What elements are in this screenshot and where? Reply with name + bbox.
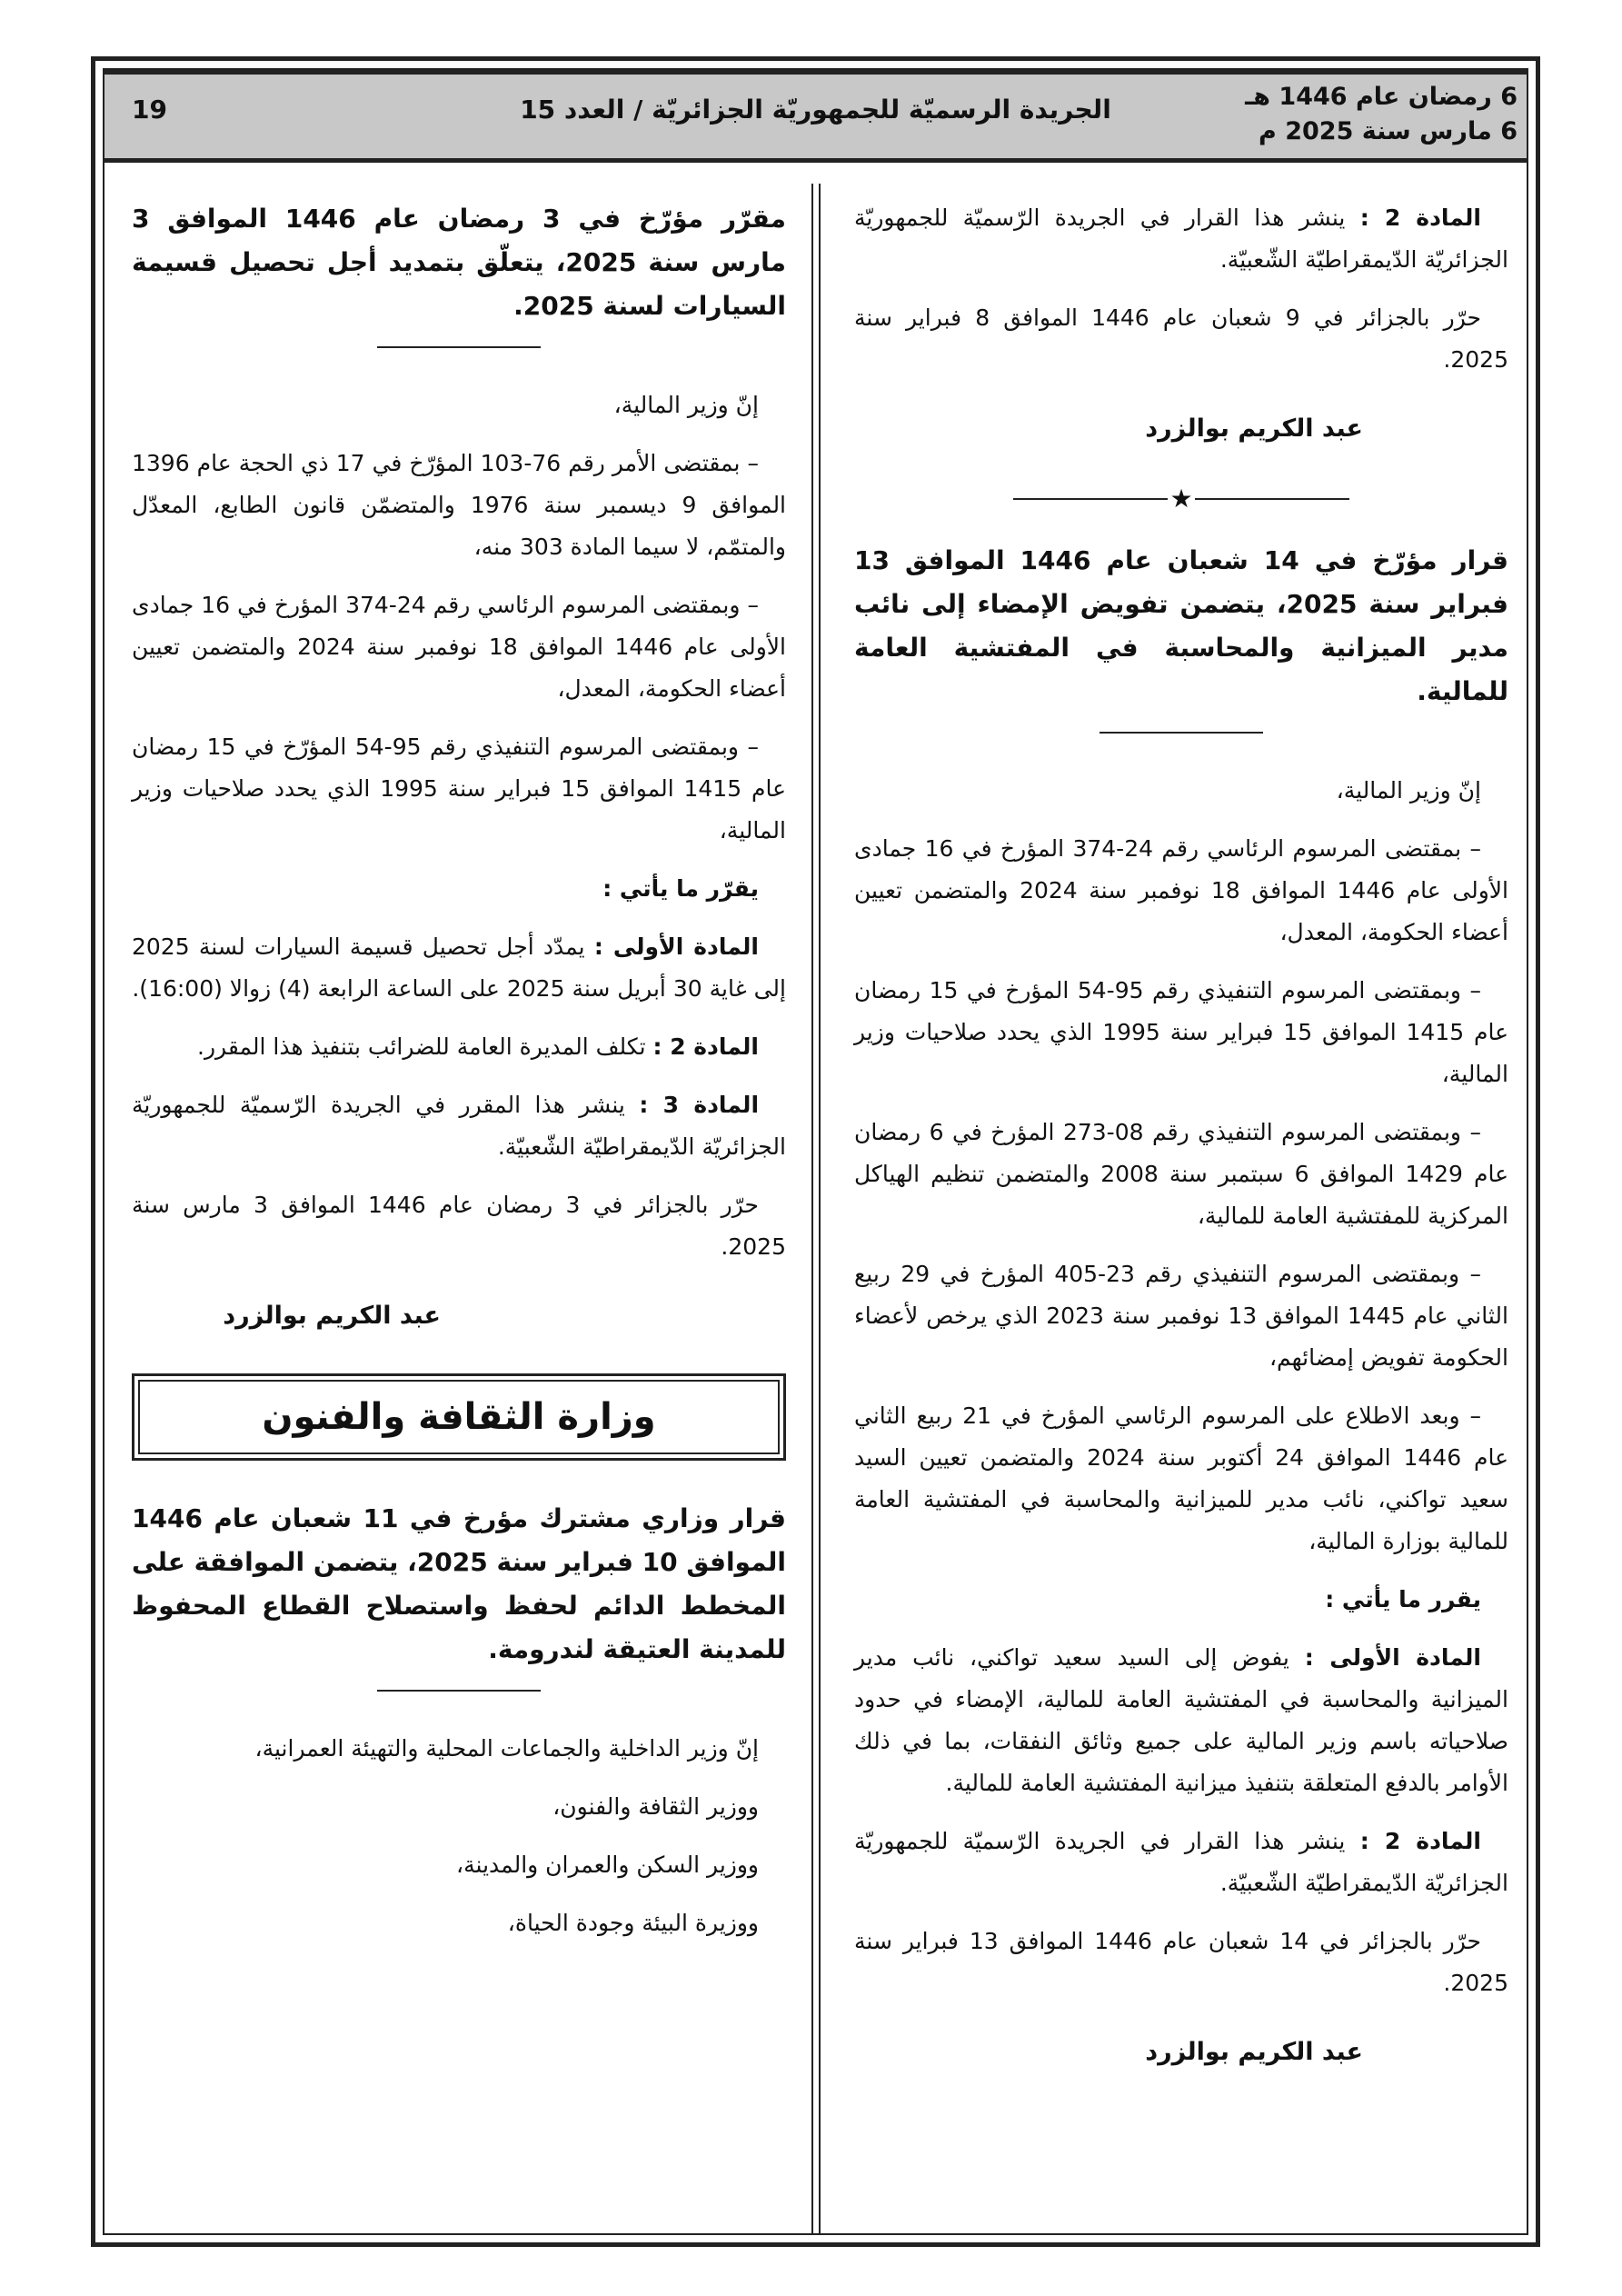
decides-heading: يقرّر ما يأتي : — [602, 875, 759, 902]
signature: عبد الكريم بوالزرد — [1145, 414, 1363, 443]
date-gregorian: 6 مارس سنة 2025 م — [1259, 117, 1518, 145]
preamble-clause: – بمقتضى المرسوم الرئاسي رقم 24-374 المؤرخ في 16 جمادى الأولى عام 1446 الموافق 18 نوفمبر سنة 2024 والمتضمن تعيين أعضاء الحكومة، المعدل، — [854, 835, 1509, 945]
signature: عبد الكريم بوالزرد — [223, 1302, 441, 1330]
preamble-clause: – وبمقتضى المرسوم التنفيذي رقم 95-54 المؤرّخ في 15 رمضان عام 1415 الموافق 15 فبراير سنة 1995 الذي يحدد صلاحيات وزير المالية، — [132, 734, 786, 844]
article-label: المادة الأولى : — [1304, 1644, 1481, 1671]
article-paragraph — [854, 1637, 1508, 1804]
article-label: المادة 2 : — [1359, 205, 1481, 231]
article-text: تكلف المديرة العامة للضرائب بتنفيذ هذا المقرر. — [197, 1033, 653, 1060]
preamble-clause: – وبمقتضى المرسوم التنفيذي رقم 08-273 المؤرخ في 6 رمضان عام 1429 الموافق 6 سبتمبر سنة 2008 والمتضمن تنظيم الهياكل المركزية للمفتشية العامة للمالية، — [854, 1119, 1509, 1229]
done-at: حرّر بالجزائر في 14 شعبان عام 1446 الموافق 13 فبراير سنة 2025. — [854, 1928, 1508, 1996]
right-column — [854, 197, 1508, 2110]
journal-title: الجريدة الرسميّة للجمهوريّة الجزائريّة / العدد 15 — [520, 95, 1111, 125]
page-frame — [91, 56, 1540, 2247]
left-column — [132, 197, 786, 1961]
preamble-clause: – وبمقتضى المرسوم التنفيذي رقم 95-54 المؤرخ في 15 رمضان عام 1415 الموافق 15 فبراير سنة 1995 الذي يحدد صلاحيات وزير المالية، — [854, 977, 1508, 1087]
preamble-intro: إنّ وزير المالية، — [1336, 777, 1481, 804]
ministry-heading: وزارة الثقافة والفنون — [132, 1373, 786, 1461]
preamble-clause: – وبمقتضى المرسوم الرئاسي رقم 24-374 المؤرخ في 16 جمادى الأولى عام 1446 الموافق 18 نوفمبر سنة 2024 والمتضمن تعيين أعضاء الحكومة، المعدل، — [132, 592, 787, 702]
page-number: 19 — [132, 95, 167, 125]
rule — [377, 1690, 541, 1692]
preamble-clause: – بمقتضى الأمر رقم 76-103 المؤرّخ في 17 ذي الحجة عام 1396 الموافق 9 ديسمبر سنة 1976 والمتضمّن قانون الطابع، المعدّل والمتمّم، لا سيما المادة 303 منه، — [132, 450, 787, 560]
article-label: المادة 2 : — [1359, 1828, 1481, 1854]
decree-title: مقرّر مؤرّخ في 3 رمضان عام 1446 الموافق 3 مارس سنة 2025، يتعلّق بتمديد أجل تحصيل قسيمة السيارات لسنة 2025. — [132, 204, 787, 321]
decree-title: قرار وزاري مشترك مؤرخ في 11 شعبان عام 1446 الموافق 10 فبراير سنة 2025، يتضمن الموافقة على المخطط الدائم لحفظ واستصلاح القطاع المحفوظ للمدينة العتيقة لندرومة. — [132, 1503, 786, 1664]
article-paragraph — [132, 1084, 786, 1168]
done-at: حرّر بالجزائر في 3 رمضان عام 1446 الموافق 3 مارس سنة 2025. — [132, 1192, 786, 1260]
date-hijri: 6 رمضان عام 1446 هـ — [1245, 83, 1518, 111]
star-icon: ★ — [1169, 484, 1193, 514]
star-separator — [854, 486, 1508, 512]
preamble-clause: – وبعد الاطلاع على المرسوم الرئاسي المؤرخ في 21 ربيع الثاني عام 1446 الموافق 24 أكتوبر سنة 2024 والمتضمن تعيين السيد سعيد تواكني، نائب مدير للميزانية والمحاسبة في المفتشية العامة للمالية بوزارة المالية، — [854, 1403, 1509, 1554]
column-divider — [811, 184, 821, 2233]
article-text: ينشر هذا القرار في الجريدة الرّسميّة للجمهوريّة الجزائريّة الدّيمقراطيّة الشّعبيّة. — [854, 205, 1508, 273]
page-header — [104, 70, 1527, 163]
article-text: يفوض إلى السيد سعيد تواكني، نائب مدير الميزانية والمحاسبة في المفتشية العامة للمالية، الإمضاء في حدود صلاحياته باسم وزير المالية على جميع وثائق النفقات، بما في ذلك الأوامر بالدفع المتعلقة بتنفيذ ميزانية المفتشية العامة للمالية. — [854, 1644, 1508, 1796]
preamble-intro: ووزير الثقافة والفنون، — [552, 1793, 759, 1820]
rule — [377, 346, 541, 348]
article-label: المادة 2 : — [652, 1033, 759, 1060]
article-paragraph — [854, 1821, 1508, 1904]
article-text: ينشر هذا المقرر في الجريدة الرّسميّة للجمهوريّة الجزائريّة الدّيمقراطيّة الشّعبيّة. — [132, 1092, 786, 1160]
preamble-intro: إنّ وزير الداخلية والجماعات المحلية والتهيئة العمرانية، — [254, 1735, 759, 1762]
decides-heading: يقرر ما يأتي : — [1325, 1586, 1481, 1612]
article-text: ينشر هذا القرار في الجريدة الرّسميّة للجمهوريّة الجزائريّة الدّيمقراطيّة الشّعبيّة. — [854, 1828, 1508, 1896]
page-inner-frame — [103, 68, 1528, 2235]
preamble-intro: إنّ وزير المالية، — [613, 392, 759, 418]
article-text: يمدّد أجل تحصيل قسيمة السيارات لسنة 2025 إلى غاية 30 أبريل سنة 2025 على الساعة الرابعة (4) زوالا (16:00). — [132, 933, 786, 1002]
done-at: حرّر بالجزائر في 9 شعبان عام 1446 الموافق 8 فبراير سنة 2025. — [854, 304, 1508, 373]
article-label: المادة الأولى : — [593, 933, 759, 960]
signature: عبد الكريم بوالزرد — [1145, 2038, 1363, 2066]
article-paragraph — [854, 197, 1508, 281]
preamble-clause: – وبمقتضى المرسوم التنفيذي رقم 23-405 المؤرخ في 29 ربيع الثاني عام 1445 الموافق 13 نوفمبر سنة 2023 الذي يرخص لأعضاء الحكومة تفويض إمضائهم، — [854, 1261, 1508, 1371]
rule — [1100, 732, 1263, 734]
article-paragraph — [132, 1026, 786, 1068]
decree-title: قرار مؤرّخ في 14 شعبان عام 1446 الموافق 13 فبراير سنة 2025، يتضمن تفويض الإمضاء إلى نائب مدير الميزانية والمحاسبة في المفتشية العامة للمالية. — [854, 545, 1508, 706]
preamble-intro: ووزير السكن والعمران والمدينة، — [456, 1852, 759, 1878]
preamble-intro: ووزيرة البيئة وجودة الحياة، — [507, 1910, 759, 1936]
article-paragraph — [132, 926, 786, 1010]
article-label: المادة 3 : — [639, 1092, 760, 1118]
